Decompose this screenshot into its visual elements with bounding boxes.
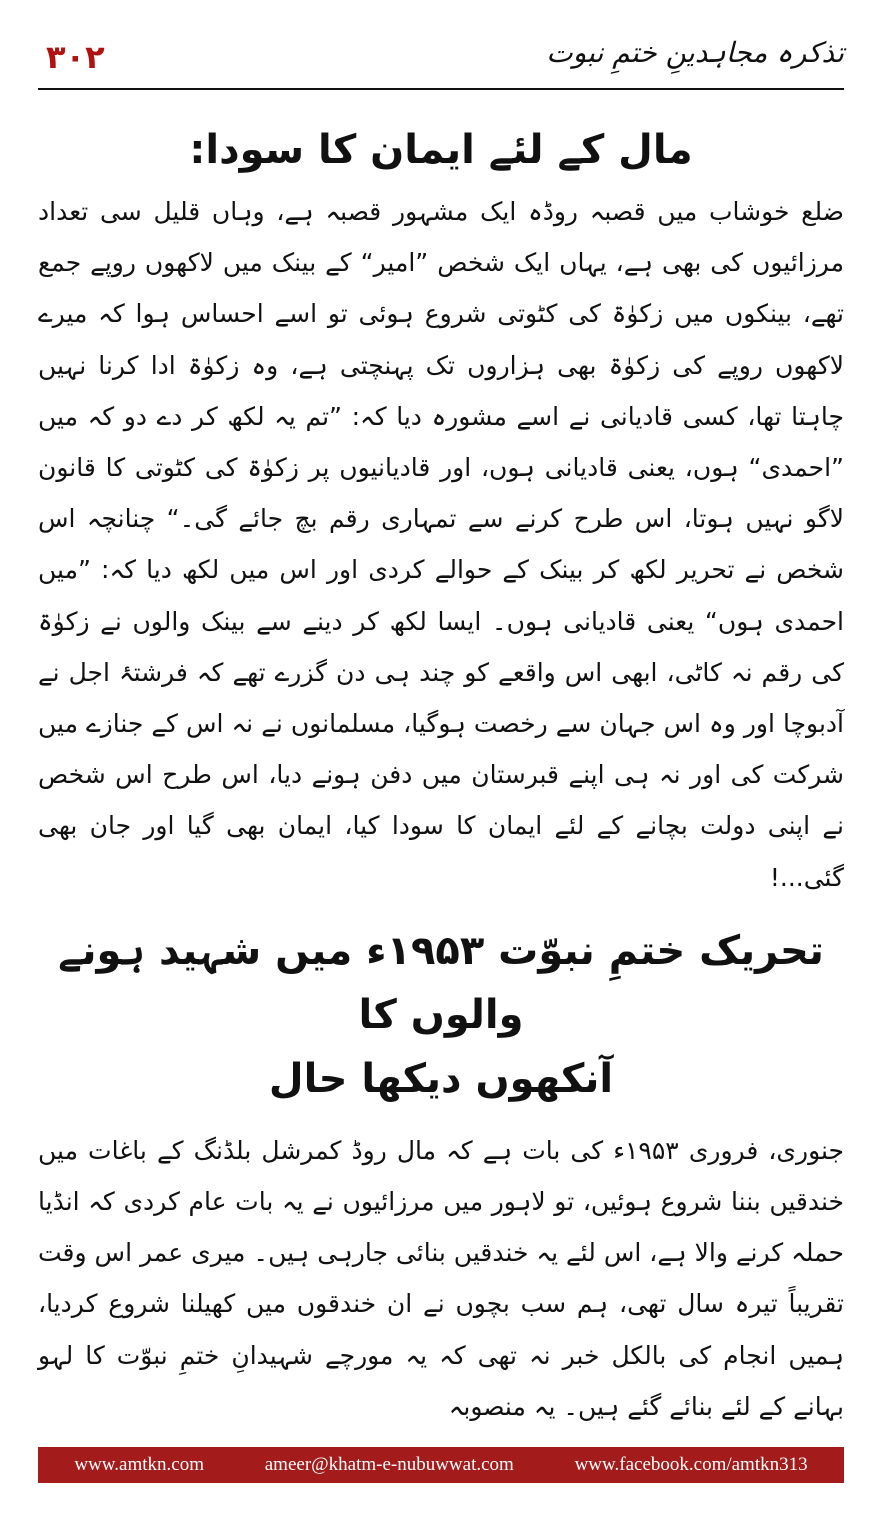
page-content — [38, 118, 844, 1432]
book-title: تذکرہ مجاہدینِ ختمِ نبوت — [546, 36, 844, 69]
paragraph-zakat-story: ضلع خوشاب میں قصبہ روڈہ ایک مشہور قصبہ ہے، وہاں قلیل سی تعداد مرزائیوں کی بھی ہے، یہاں ایک شخص ”امیر“ کے بینک میں لاکھوں روپے جمع تھے، بینکوں میں زکوٰۃ کی کٹوتی شروع ہوئی تو اسے احساس ہوا کہ میرے لاکھوں روپے کی زکوٰۃ بھی ہزاروں تک پہنچتی ہے، وہ زکوٰۃ ادا کرنا نہیں چاہتا تھا، کسی قادیانی نے اسے مشورہ دیا کہ: ”تم یہ لکھ کر دے دو کہ میں ”احمدی“ ہوں، یعنی قادیانی ہوں، اور قادیانیوں پر زکوٰۃ کی کٹوتی کا قانون لاگو نہیں ہوتا، اس طرح کرنے سے تمہاری رقم بچ جائے گی۔“ چنانچہ اس شخص نے تحریر لکھ کر بینک کے حوالے کردی اور اس میں لکھ دیا کہ: ”میں احمدی ہوں“ یعنی قادیانی ہوں۔ ایسا لکھ کر دینے سے بینک والوں نے زکوٰۃ کی رقم نہ کاٹی، ابھی اس واقعے کو چند ہی دن گزرے تھے کہ فرشتۂ اجل نے آدبوچا اور وہ اس جہان سے رخصت ہوگیا، مسلمانوں نے نہ اس کے جنازے میں شرکت کی اور نہ ہی اپنے قبرستان میں دفن ہونے دیا، اس طرح اس شخص نے اپنی دولت بچانے کے لئے ایمان کا سودا کیا، ایمان بھی گیا اور جان بھی گئی...! — [38, 197, 845, 892]
section-heading-zakat: مال کے لئے ایمان کا سودا: — [189, 127, 693, 173]
section-heading-tehreek-line2: آنکھوں دیکھا حال — [268, 1055, 614, 1102]
section-heading-tehreek-line1: تحریک ختمِ نبوّت ۱۹۵۳ء میں شہید ہونے والوں کا — [58, 927, 824, 1038]
page-number: ۳۰۲ — [46, 38, 105, 76]
paragraph-tehreek-account: جنوری، فروری ۱۹۵۳ء کی بات ہے کہ مال روڈ کمرشل بلڈنگ کے باغات میں خندقیں بننا شروع ہوئیں، تو لاہور میں مرزائیوں نے یہ بات عام کردی کہ انڈیا حملہ کرنے والا ہے، اس لئے یہ خندقیں بنائی جارہی ہیں۔ میری عمر اس وقت تقریباً تیرہ سال تھی، ہم سب بچوں نے ان خندقوں میں کھیلنا شروع کردیا، ہمیں انجام کی بالکل خبر نہ تھی کہ یہ مورچے شہیدانِ ختمِ نبوّت کا لہو بہانے کے لئے بنائے گئے ہیں۔ یہ منصوبہ — [38, 1135, 844, 1421]
footer-email-link[interactable]: ameer@khatm-e-nubuwwat.com — [264, 1454, 514, 1475]
footer-contact-bar — [38, 1447, 844, 1483]
footer-facebook-link[interactable]: www.facebook.com/amtkn313 — [574, 1454, 808, 1475]
footer-website-link[interactable]: www.amtkn.com — [74, 1454, 204, 1475]
page-header — [38, 26, 844, 90]
